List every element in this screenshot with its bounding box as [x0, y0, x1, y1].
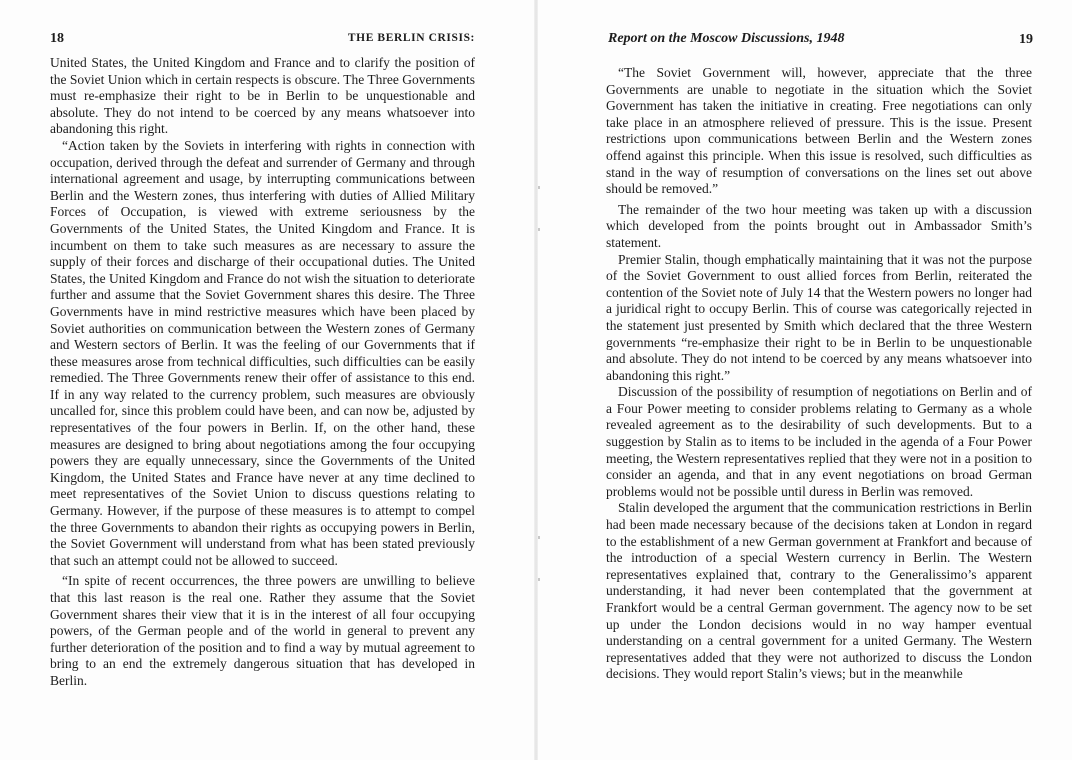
left-paragraph-1: United States, the United Kingdom and France and to clarify the position of the Soviet Union which in certain respects is obscure. The Three Governments must re-emphasize their right to be in Berlin to be unquestionable and absolute. They do not intend to be coerced by any means whatsoever into abandoning this right.	[50, 55, 475, 137]
right-paragraph-1: “The Soviet Government will, however, appreciate that the three Governments are unable to negotiate in the situation which the Soviet Government has taken the initiative in creating. Free negotiations can only take place in an atmosphere relieved of pressure. This is the issue. Present restrictions upon communications between Berlin and the Western zones offend against this principle. When this issue is resolved, such difficulties as stand in the way of resumption of conversations on the lines set out above should be removed.”	[606, 65, 1032, 197]
right-page	[538, 0, 1072, 760]
right-page-header	[608, 31, 1033, 51]
left-running-head: THE BERLIN CRISIS:	[347, 32, 475, 44]
left-page-number: 18	[50, 31, 64, 46]
right-paragraph-3: Premier Stalin, though emphatically maintaining that it was not the purpose of the Soviet Government to oust allied forces from Berlin, reiterated the contention of the Soviet note of July 14 that the Western powers no longer had a juridical right to occupy Berlin. This of course was categorically rejected in the statement just presented by Smith which declared that the three Western governments “re-emphasize their right to be in Berlin to be unquestionable and absolute. They do not intend to be coerced by any means whatsoever into abandoning this right.”	[606, 251, 1032, 383]
left-page-header	[50, 31, 475, 51]
right-running-head: Report on the Moscow Discussions, 1948	[608, 31, 845, 46]
right-paragraph-4: Discussion of the possibility of resumption of negotiations on Berlin and of a Four Power meeting to consider problems relating to Germany as a whole revealed agreement as to the desirability of such developments. But to a suggestion by Stalin as to items to be included in the agenda of a Four Power meeting, the Western representatives replied that they were not in a position to consider an agenda, and that in any event negotiations on broad German problems would not be possible until duress in Berlin was removed.	[606, 384, 1032, 499]
left-page-body	[50, 55, 475, 690]
right-paragraph-5: Stalin developed the argument that the communication restrictions in Berlin had been made necessary because of the decisions taken at London in regard to the establishment of a new German government at Frankfort and because of the introduction of a special Western currency in Berlin. The Western representatives explained that, contrary to the Generalissimo’s apparent understanding, it had never been contemplated that the government at Frankfort would be a central German government. The agency now to be set up under the London decisions would in no way hamper eventual understanding on a central government for a united Germany. The Western representatives added that they were not authorized to discuss the London decisions. They would report Stalin’s views; but in the meanwhile	[606, 500, 1032, 682]
left-page	[0, 0, 534, 760]
left-paragraph-2: “Action taken by the Soviets in interfering with rights in connection with occupation, derived through the defeat and surrender of Germany and through international agreement and usage, by interrupting communications between Berlin and the Western zones, thus interfering with duties of Allied Military Forces of Occupation, is viewed with extreme seriousness by the Governments of the United States, the United Kingdom and France. It is incumbent on them to take such measures as are necessary to assure the supply of their forces and discharge of their occupational duties. The United States, the United Kingdom and France do not wish the situation to deteriorate further and assume that the Soviet Government shares this desire. The Three Governments have in mind restrictive measures which have been placed by Soviet authorities on communication between the Western zones of Germany and Western sectors of Berlin. It was the feeling of our Governments that if these measures arose from technical difficulties, such difficulties can be easily remedied. The Three Governments renew their offer of assistance to this end. If in any way related to the currency problem, such measures are obviously uncalled for, since this problem could have been, and can now be, adjusted by representatives of the four powers in Berlin. If, on the other hand, these measures are designed to bring about negotiations among the four occupying powers they are equally unnecessary, since the Governments of the United Kingdom, the United States and France have never at any time declined to meet representatives of the Soviet Union to discuss questions relating to Germany. However, if the purpose of these measures is to attempt to compel the three Governments to abandon their rights as occupying powers in Berlin, the Soviet Government will understand from what has been stated previously that such an attempt could not be allowed to succeed.	[50, 137, 475, 568]
right-page-number: 19	[1019, 32, 1033, 47]
right-page-body	[606, 65, 1032, 683]
left-paragraph-3: “In spite of recent occurrences, the three powers are unwilling to believe that this last reason is the real one. Rather they assume that the Soviet Government shares their view that it is in the interest of all four occupying powers, of the German people and of the world in general to prevent any further deterioration of the position and to find a way by mutual agreement to bring to an end the extremely dangerous situation that has developed in Berlin.	[50, 573, 475, 688]
right-paragraph-2: The remainder of the two hour meeting was taken up with a discussion which developed from the points brought out in Ambassador Smith’s statement.	[606, 201, 1032, 250]
